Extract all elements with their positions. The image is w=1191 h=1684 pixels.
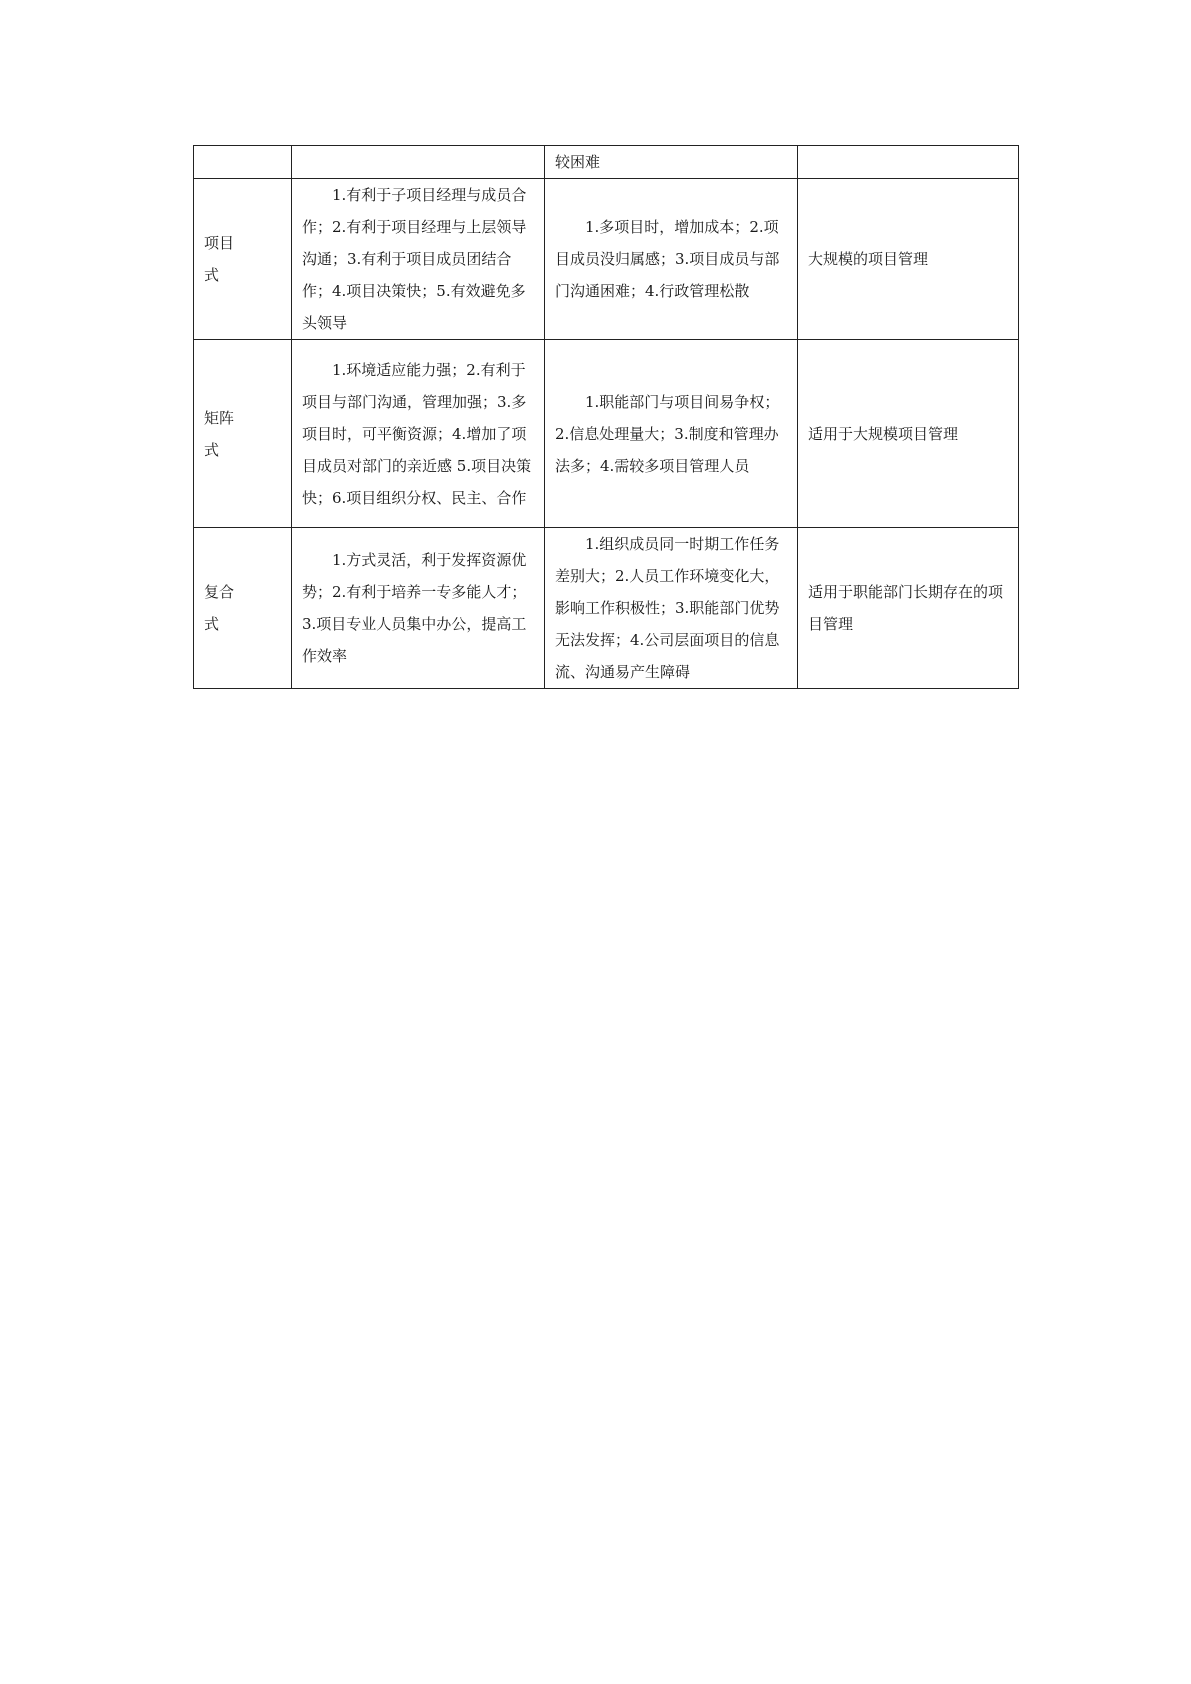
- type-cell: [194, 146, 292, 179]
- table-row: [194, 340, 1019, 528]
- table-row: [194, 179, 1019, 340]
- applicability-cell: [798, 146, 1019, 179]
- applicability-cell: 适用于职能部门长期存在的项目管理: [798, 528, 1019, 689]
- disadvantages-cell: 1.职能部门与项目间易争权；2.信息处理量大；3.制度和管理办法多；4.需较多项目管理人员: [545, 340, 798, 528]
- type-cell: [194, 179, 292, 340]
- type-label: 矩阵式: [204, 408, 235, 459]
- advantages-cell: 1.方式灵活，利于发挥资源优势；2.有利于培养一专多能人才；3.项目专业人员集中办公，提高工作效率: [292, 528, 545, 689]
- table-row: [194, 528, 1019, 689]
- applicability-cell: 适用于大规模项目管理: [798, 340, 1019, 528]
- type-cell: [194, 340, 292, 528]
- table-row: [194, 146, 1019, 179]
- advantages-cell: 1.环境适应能力强；2.有利于项目与部门沟通，管理加强；3.多项目时，可平衡资源；4.增加了项目成员对部门的亲近感 5.项目决策快；6.项目组织分权、民主、合作: [292, 340, 545, 528]
- organization-comparison-table: [193, 145, 1019, 689]
- disadvantages-cell: 1.多项目时，增加成本；2.项目成员没归属感；3.项目成员与部门沟通困难；4.行政管理松散: [545, 179, 798, 340]
- type-label: 项目式: [204, 234, 235, 284]
- type-label: 复合式: [204, 583, 235, 633]
- advantages-cell: [292, 146, 545, 179]
- type-cell: [194, 528, 292, 689]
- advantages-cell: 1.有利于子项目经理与成员合作；2.有利于项目经理与上层领导沟通；3.有利于项目成员团结合作；4.项目决策快；5.有效避免多头领导: [292, 179, 545, 340]
- disadvantages-cell: 较困难: [545, 146, 798, 179]
- disadvantages-cell: 1.组织成员同一时期工作任务差别大；2.人员工作环境变化大，影响工作积极性；3.职能部门优势无法发挥；4.公司层面项目的信息流、沟通易产生障碍: [545, 528, 798, 689]
- applicability-cell: 大规模的项目管理: [798, 179, 1019, 340]
